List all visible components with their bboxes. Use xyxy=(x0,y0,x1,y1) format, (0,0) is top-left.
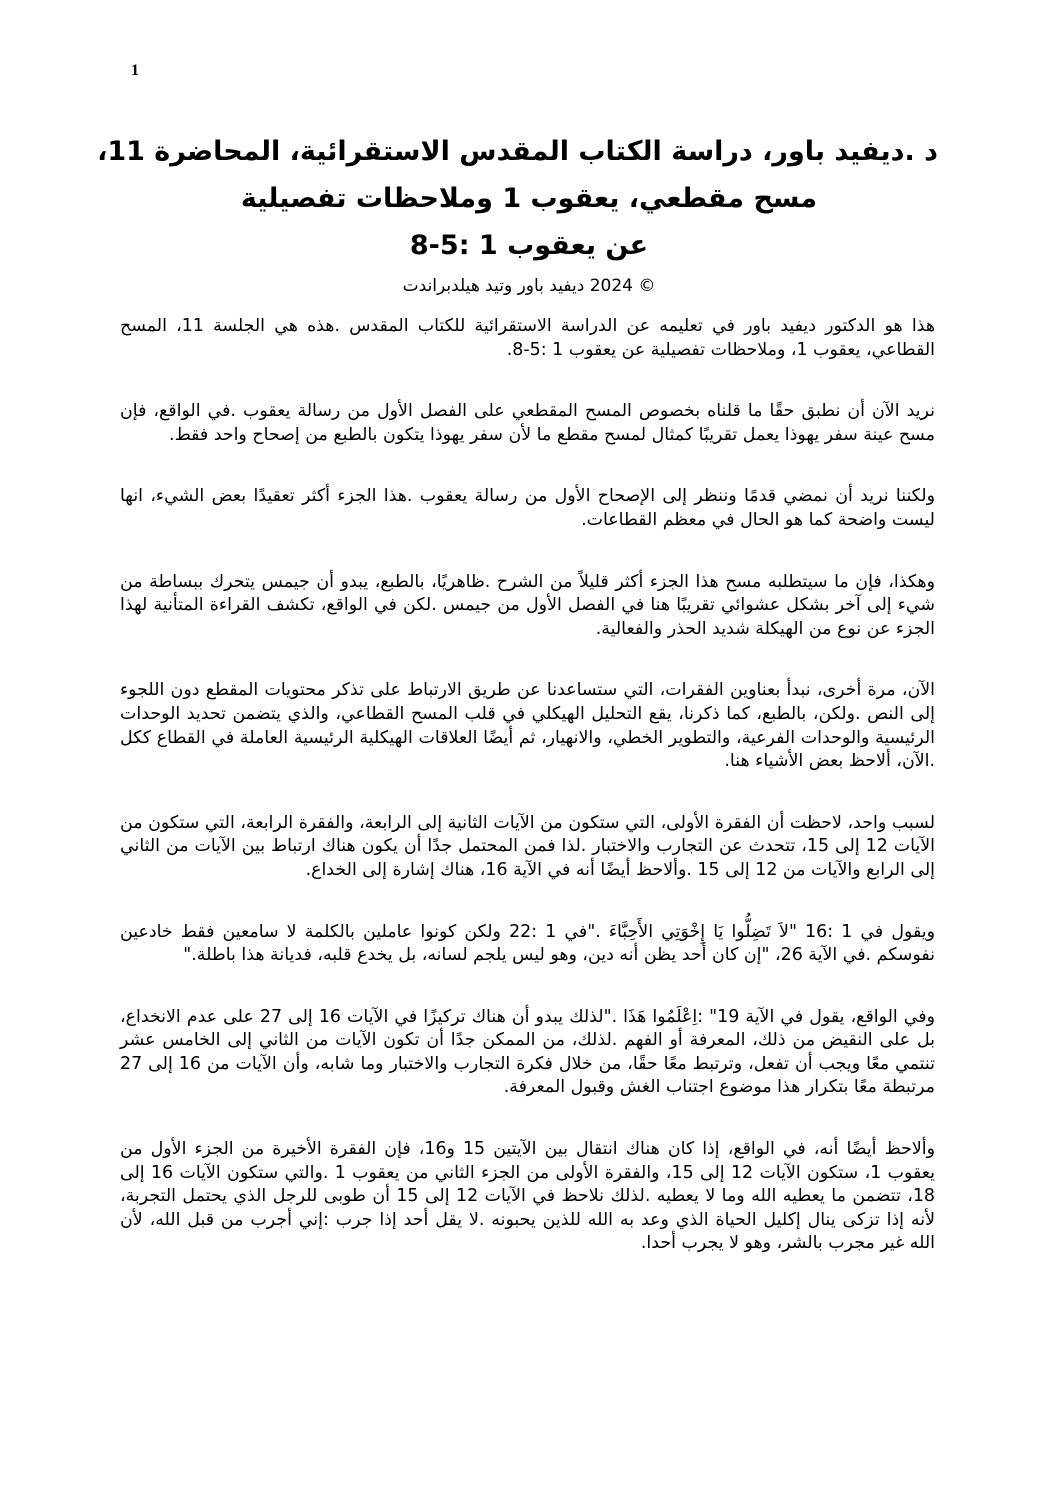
copyright-line: © 2024 ديفيد باور وتيد هيلدبراندت xyxy=(402,276,656,296)
document-header xyxy=(97,128,938,301)
paragraph-5: الآن، مرة أخرى، نبدأ بعناوين الفقرات، التي ستساعدنا عن طريق الارتباط على تذكر محتويات المقطع دون اللجوء إلى النص .ولكن، بالطبع، كما ذكرنا، يقع التحليل الهيكلي في قلب المسح القطاعي، والذي يتضمن تحديد الوحدات الرئيسية والوحدات الفرعية، والتطوير الخطي، والانهيار، ثم أيضًا العلاقات الهيكلية الرئيسية العاملة في القطاع ككل .الآن، ألاحظ بعض الأشياء هنا. xyxy=(120,680,935,772)
paragraph-4: وهكذا، فإن ما سيتطلبه مسح هذا الجزء أكثر قليلاً من الشرح .ظاهريًا، بالطبع، يبدو أن جيمس يتحرك ببساطة من شيء إلى آخر بشكل عشوائي تقريبًا هنا في الفصل الأول من جيمس .لكن في الواقع، تكشف القراءة المتأنية لهذا الجزء عن نوع من الهيكلة شديد الحذر والفعالية. xyxy=(120,571,935,639)
paragraph-2: نريد الآن أن نطبق حقًا ما قلناه بخصوص المسح المقطعي على الفصل الأول من رسالة يعقوب .في الواقع، فإن مسح عينة سفر يهوذا يعمل تقريبًا كمثال لمسح مقطع ما لأن سفر يهوذا يتكون بالطبع من إصحاح واحد فقط. xyxy=(120,401,935,445)
page-number: 1 xyxy=(131,62,139,79)
document-body xyxy=(120,315,935,1294)
paragraph-1: هذا هو الدكتور ديفيد باور في تعليمه عن الدراسة الاستقرائية للكتاب المقدس .هذه هي الجلسة 11، المسح القطاعي، يعقوب 1، وملاحظات تفصيلية عن يعقوب 1 :5-8. xyxy=(120,316,935,360)
paragraph-6: لسبب واحد، لاحظت أن الفقرة الأولى، التي ستكون من الآيات الثانية إلى الرابعة، والفقرة الرابعة، التي ستكون من الآيات 12 إلى 15، تتحدث عن التجارب والاختبار .لذا فمن المحتمل جدًا أن يكون هناك ارتباط بين الآيات من الثاني إلى الرابع والآيات من 12 إلى 15 .وألاحظ أيضًا أنه في الآية 16، هناك إشارة إلى الخداع. xyxy=(120,812,935,880)
paragraph-3: ولكننا نريد أن نمضي قدمًا وننظر إلى الإصحاح الأول من رسالة يعقوب .هذا الجزء أكثر تعقيدًا بعض الشيء، انها ليست واضحة كما هو الحال في معظم القطاعات. xyxy=(120,486,935,530)
paragraph-8: وفي الواقع، يقول في الآية 19" :اِعْلَمُوا هَذَا ."لذلك يبدو أن هناك تركيزًا في الآيات 16 إلى 27 على عدم الانخداع، بل على النقيض من ذلك، المعرفة أو الفهم .لذلك، من الممكن جدًا أن تكون الآيات من الثاني إلى الخامس عشر تنتمي معًا ويجب أن تفعل، وترتبط معًا حقًا، من خلال فكرة التجارب والاختبار وما شابه، وأن الآيات من 16 إلى 27 مرتبطة معًا بتكرار هذا موضوع اجتناب الغش وقبول المعرفة. xyxy=(120,1006,935,1098)
paragraph-7: ويقول في 1 :16 "لاَ تَضِلُّوا يَا إِخْوَتِي الأَحِبَّاءَ ."في 1 :22 ولكن كونوا عاملين بالكلمة لا سامعين فقط خادعين نفوسكم .في الآية 26، "إن كان أحد يظن أنه دين، وهو ليس يلجم لسانه، بل يخدع قلبه، فديانة هذا باطلة." xyxy=(120,921,935,966)
title-line-3: عن يعقوب 1 :5-8 xyxy=(409,230,649,261)
title-line-2: مسح مقطعي، يعقوب 1 وملاحظات تفصيلية xyxy=(240,183,818,214)
paragraph-9: وألاحظ أيضًا أنه، في الواقع، إذا كان هناك انتقال بين الآيتين 15 و16، فإن الفقرة الأخيرة من الجزء الأول من يعقوب 1، ستكون الآيات 12 إلى 15، والفقرة الأولى من الجزء الثاني من يعقوب 1 .والتي ستكون الآيات 16 إلى 18، تتضمن ما يعطيه الله وما لا يعطيه .لذلك نلاحظ في الآيات 12 إلى 15 أن طوبى للرجل الذي يحتمل التجربة، لأنه إذا تزكى ينال إكليل الحياة الذي وعد به الله للذين يحبونه .لا يقل أحد إذا جرب :إني أجرب من قبل الله، لأن الله غير مجرب بالشر، وهو لا يجرب أحدا. xyxy=(120,1139,935,1254)
title-line-1: د .ديفيد باور، دراسة الكتاب المقدس الاستقرائية، المحاضرة 11، xyxy=(97,136,938,167)
